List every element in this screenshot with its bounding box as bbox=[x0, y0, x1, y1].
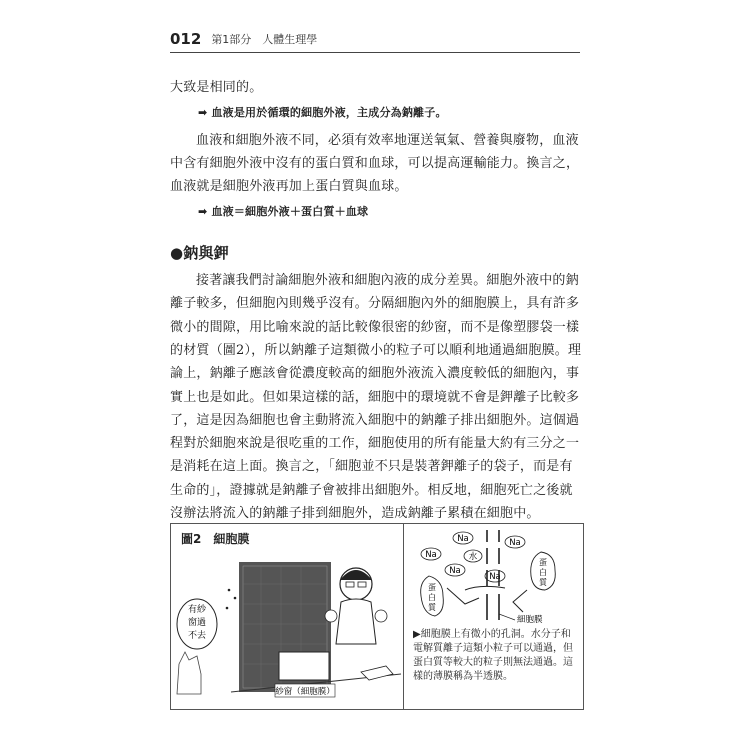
figure-note: ▶細胞膜上有微小的孔洞。水分子和電解質離子這類小粒子可以通過，但蛋白質等較大的粒子則無法通過。這樣的薄膜稱為半透膜。 bbox=[413, 629, 573, 682]
figure-divider bbox=[403, 524, 404, 709]
page-number: 012 bbox=[170, 30, 202, 48]
bubble-line-2: 窗過 bbox=[187, 618, 207, 628]
paragraph-1: 大致是相同的。 bbox=[170, 80, 263, 95]
svg-text:蛋: 蛋 bbox=[539, 558, 547, 567]
cartoon-illustration bbox=[171, 524, 403, 709]
paragraph-2: 血液和細胞外液不同，必須有效率地運送氧氣、營養與廢物，血液中含有細胞外液中沒有的蛋白質和血球，可以提高運輸能力。換言之，血液就是細胞外液再加上蛋白質與血球。 bbox=[170, 132, 580, 195]
na-ion-5: Na bbox=[489, 572, 501, 582]
na-ion-3: Na bbox=[425, 550, 437, 560]
bubble-line-1: 有紗 bbox=[187, 605, 207, 615]
svg-text:白: 白 bbox=[539, 568, 547, 577]
water-molecule: 水 bbox=[468, 552, 478, 562]
callout-blood-formula: ➡ 血液＝細胞外液＋蛋白質＋血球 bbox=[198, 205, 369, 219]
running-header bbox=[170, 30, 317, 48]
box bbox=[279, 652, 329, 680]
person-body bbox=[336, 599, 376, 644]
na-ion-2: Na bbox=[509, 538, 521, 548]
na-ion-1: Na bbox=[457, 534, 469, 544]
section-title: ●鈉與鉀 bbox=[170, 243, 229, 262]
svg-text:白: 白 bbox=[428, 593, 436, 602]
membrane-diagram bbox=[405, 524, 583, 624]
dog bbox=[177, 652, 201, 694]
paragraph-3: 接著讓我們討論細胞外液和細胞內液的成分差異。細胞外液中的鈉離子較多，但細胞內則幾乎沒有。分隔細胞內外的細胞膜上，具有許多微小的間隙，用比喻來說的話比較像很密的紗窗，而不是像塑膠袋一樣的材質（圖2），所以鈉離子這類微小的粒子可以順利地通過細胞膜。理論上，鈉離子應該會從濃度較高的細胞外液流入濃度較低的細胞內，事實上也是如此。但如果這樣的話，細胞中的環境就不會是鉀離子比較多了，這是因為細胞也會主動將流入細胞中的鈉離子排出細胞外。這個過程對於細胞來說是很吃重的工作，細胞使用的所有能量大約有三分之一是消耗在這上面。換言之，「細胞並不只是裝著鉀離子的袋子，而是有生命的」，證據就是鈉離子會被排出細胞外。相反地，細胞死亡之後就沒辦法將流入的鈉離子排到細胞外，造成鈉離子累積在細胞中。 bbox=[170, 273, 582, 522]
body-text bbox=[170, 76, 582, 525]
svg-text:蛋: 蛋 bbox=[428, 583, 436, 592]
bubble-line-3: 不去 bbox=[187, 631, 207, 641]
part-title: 第1部分 人體生理學 bbox=[211, 33, 318, 46]
figure-caption: 圖2 細胞膜 bbox=[181, 532, 250, 546]
figure-2 bbox=[170, 523, 584, 710]
na-ion-4: Na bbox=[449, 566, 461, 576]
header-rule bbox=[170, 52, 580, 53]
svg-text:質: 質 bbox=[428, 603, 436, 612]
window-label: 紗窗（細胞膜） bbox=[275, 687, 335, 697]
callout-blood-sodium: ➡ 血液是用於循環的細胞外液，主成分為鈉離子。 bbox=[198, 106, 447, 120]
membrane-label: 細胞膜 bbox=[517, 615, 543, 624]
svg-text:質: 質 bbox=[539, 578, 547, 587]
